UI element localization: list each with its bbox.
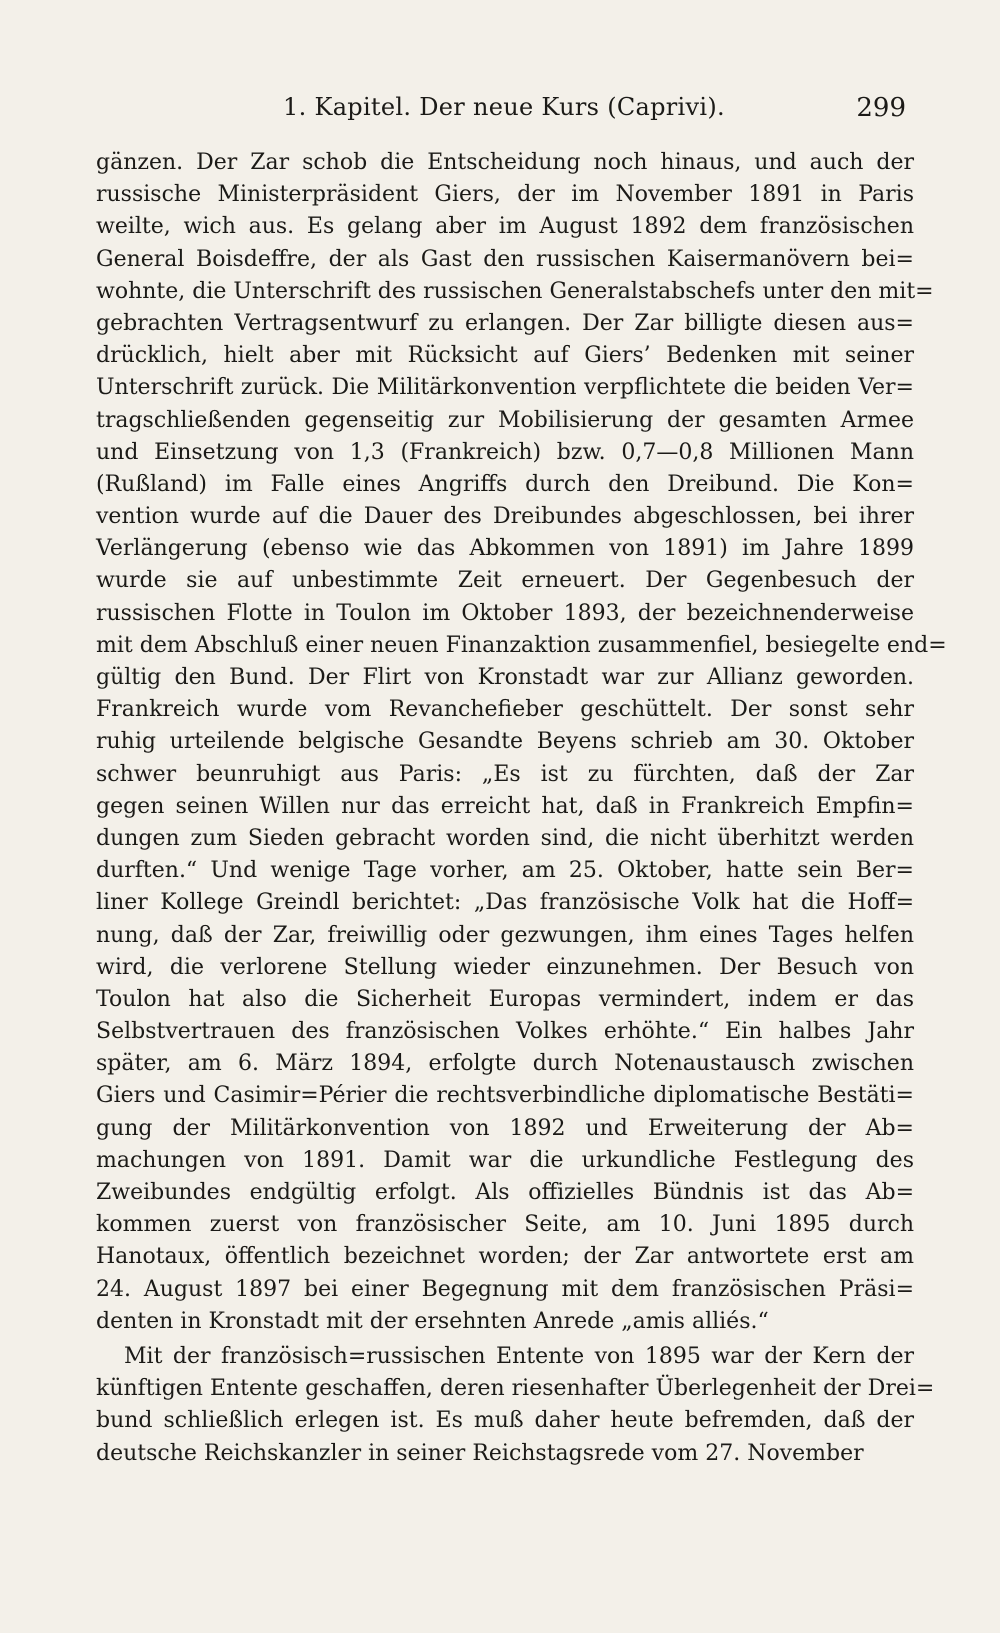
text-line: Giers und Casimir=Périer die rechtsverbindliche diplomatische Bestäti= <box>96 1083 914 1109</box>
text-line: liner Kollege Greindl berichtet: „Das französische Volk hat die Hoff= <box>96 890 914 916</box>
page-number: 299 <box>856 93 906 123</box>
text-line: Hanotaux, öffentlich bezeichnet worden; der Zar antwortete erst am <box>96 1244 914 1270</box>
text-line: mit dem Abschluß einer neuen Finanzaktion zusammenfiel, besiegelte end= <box>96 632 947 658</box>
text-line: schwer beunruhigt aus Paris: „Es ist zu fürchten, daß der Zar <box>96 761 914 787</box>
text-line: gegen seinen Willen nur das erreicht hat, daß in Frankreich Empfin= <box>96 793 914 819</box>
text-line: Selbstvertrauen des französischen Volkes erhöhte.“ Ein halbes Jahr <box>96 1019 914 1045</box>
text-line: russischen Flotte in Toulon im Oktober 1893, der bezeichnenderweise <box>96 600 914 626</box>
text-line: 24. August 1897 bei einer Begegnung mit dem französischen Präsi= <box>96 1276 914 1302</box>
text-line: durften.“ Und wenige Tage vorher, am 25. Oktober, hatte sein Ber= <box>96 858 914 884</box>
page-header <box>102 93 906 127</box>
text-line: gänzen. Der Zar schob die Entscheidung noch hinaus, und auch der <box>96 150 914 175</box>
text-line: gültig den Bund. Der Flirt von Kronstadt war zur Allianz geworden. <box>96 665 914 690</box>
text-line: wohnte, die Unterschrift des russischen Generalstabschefs unter den mit= <box>96 278 934 304</box>
text-line: nung, daß der Zar, freiwillig oder gezwungen, ihm eines Tages helfen <box>96 922 914 948</box>
text-line: drücklich, hielt aber mit Rücksicht auf Giers’ Bedenken mit seiner <box>96 343 914 369</box>
text-line: künftigen Entente geschaffen, deren riesenhafter Überlegenheit der Drei= <box>96 1376 935 1402</box>
text-line: wurde sie auf unbestimmte Zeit erneuert. Der Gegenbesuch der <box>96 568 914 594</box>
paragraph <box>96 147 947 1338</box>
text-line: deutsche Reichskanzler in seiner Reichstagsrede vom 27. November <box>96 1440 864 1466</box>
text-line: denten in Kronstadt mit der ersehnten Anrede „amis alliés.“ <box>96 1308 769 1334</box>
paragraph <box>96 1341 935 1470</box>
text-line: General Boisdeffre, der als Gast den russischen Kaisermanövern bei= <box>96 246 914 272</box>
text-line: dungen zum Sieden gebracht worden sind, die nicht überhitzt werden <box>96 825 914 851</box>
text-line: und Einsetzung von 1,3 (Frankreich) bzw. 0,7—0,8 Millionen Mann <box>96 439 914 465</box>
text-line: russische Ministerpräsident Giers, der im November 1891 in Paris <box>96 182 914 208</box>
text-line: später, am 6. März 1894, erfolgte durch Notenaustausch zwischen <box>96 1051 914 1077</box>
running-head: 1. Kapitel. Der neue Kurs (Caprivi). <box>283 93 725 121</box>
text-line: Frankreich wurde vom Revanchefieber geschüttelt. Der sonst sehr <box>96 697 914 723</box>
text-line: Toulon hat also die Sicherheit Europas vermindert, indem er das <box>96 986 914 1012</box>
text-line: Unterschrift zurück. Die Militärkonvention verpflichtete die beiden Ver= <box>96 375 914 401</box>
text-line: gebrachten Vertragsentwurf zu erlangen. Der Zar billigte diesen aus= <box>96 310 914 336</box>
text-line: machungen von 1891. Damit war die urkundliche Festlegung des <box>96 1147 914 1173</box>
text-line: weilte, wich aus. Es gelang aber im August 1892 dem französischen <box>96 214 914 240</box>
text-line: Verlängerung (ebenso wie das Abkommen von 1891) im Jahre 1899 <box>96 536 914 562</box>
text-line: tragschließenden gegenseitig zur Mobilisierung der gesamten Armee <box>96 407 914 433</box>
text-line: Zweibundes endgültig erfolgt. Als offizielles Bündnis ist das Ab= <box>96 1180 914 1205</box>
text-line: Mit der französisch=russischen Entente von 1895 war der Kern der <box>124 1343 914 1369</box>
body-text <box>96 147 947 1470</box>
text-line: ruhig urteilende belgische Gesandte Beyens schrieb am 30. Oktober <box>96 729 914 755</box>
text-line: gung der Militärkonvention von 1892 und Erweiterung der Ab= <box>96 1115 914 1141</box>
text-line: (Rußland) im Falle eines Angriffs durch den Dreibund. Die Kon= <box>96 471 914 497</box>
text-line: kommen zuerst von französischer Seite, am 10. Juni 1895 durch <box>96 1212 914 1238</box>
text-line: wird, die verlorene Stellung wieder einzunehmen. Der Besuch von <box>96 954 914 980</box>
text-line: bund schließlich erlegen ist. Es muß daher heute befremden, daß der <box>96 1408 914 1434</box>
text-line: vention wurde auf die Dauer des Dreibundes abgeschlossen, bei ihrer <box>96 504 914 530</box>
